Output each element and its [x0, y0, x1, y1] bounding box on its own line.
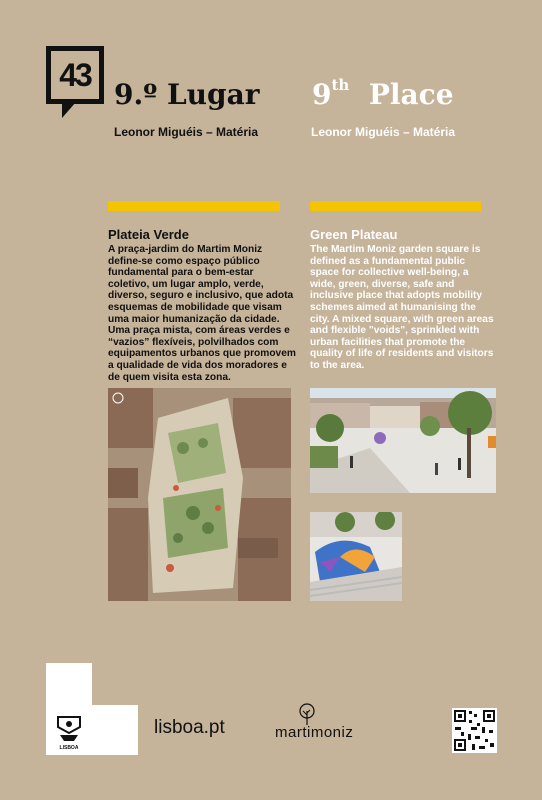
badge-number: 43 — [59, 57, 91, 93]
title-english — [312, 75, 454, 111]
tree-icon — [297, 703, 317, 725]
title-en-word: Place — [368, 78, 454, 111]
accent-bar-right — [310, 201, 481, 211]
badge-tail — [62, 102, 76, 118]
render-image-square — [310, 388, 496, 493]
description-english: The Martim Moniz garden square is defined as a fundamental public space for collective well-being, a wide, green, diverse, safe and inclusive place that adopts mobility schemes aimed at humanising the city. A mixed square, with green areas and flexible "voids", sprinkled with urban facilities that promote the quality of life of residents and visitors to the area. — [310, 244, 494, 371]
martimoniz-brand: martimoniz — [275, 724, 354, 741]
lisboa-crest-icon — [54, 713, 84, 749]
number-badge — [46, 46, 104, 104]
project-title-portuguese: Plateia Verde — [108, 227, 189, 242]
render-image-playground — [310, 512, 402, 601]
description-portuguese: A praça-jardim do Martim Moniz define-se como espaço público fundamental para o bem-estar coletivo, um lugar amplo, verde, diverso, seguro e inclusivo, que adota esquemas de mobilidade que visam uma maior humanização da cidade. Uma praça mista, com áreas verdes e “vazios” flexíveis, polvilhados com equipamentos urbanos que promovem a qualidade de vida dos moradores e de quem visita esta zona. — [108, 244, 296, 383]
title-en-ordinal: 9 — [312, 78, 332, 111]
project-title-english: Green Plateau — [310, 227, 398, 242]
author-english: Leonor Miguéis – Matéria — [311, 125, 456, 139]
site-plan-image — [108, 388, 291, 601]
qr-code-icon[interactable] — [452, 708, 497, 753]
lisboa-website-link[interactable]: lisboa.pt — [154, 717, 225, 738]
author-portuguese: Leonor Miguéis – Matéria — [114, 125, 259, 139]
lisboa-logo-block — [46, 663, 138, 755]
title-portuguese: 9.º Lugar — [114, 78, 260, 111]
lisboa-logo-text: LISBOA — [59, 745, 79, 751]
title-en-suffix: th — [331, 75, 350, 94]
logo-block-cutout — [92, 663, 138, 705]
accent-bar-left — [108, 201, 280, 211]
